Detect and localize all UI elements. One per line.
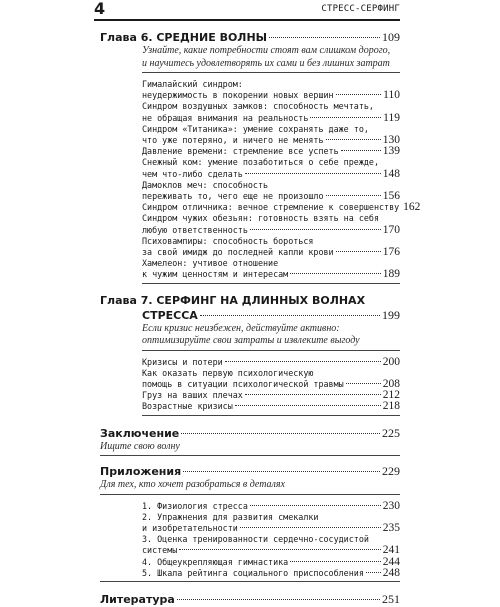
- leader-dots: [245, 394, 381, 395]
- leader-dots: [181, 433, 380, 434]
- toc-item-text: Давление времени: стремление все успеть: [142, 146, 339, 157]
- chapter-7-title-line-2: [100, 308, 400, 323]
- toc-item-last-line: [142, 379, 400, 390]
- toc-item-last-line: [142, 247, 400, 258]
- toc-item: [100, 368, 400, 390]
- toc-item: [100, 534, 400, 556]
- toc-item: [100, 213, 400, 235]
- toc-item-text: Психовампиры: способность бороться: [142, 235, 314, 246]
- appendix-page: 229: [382, 464, 400, 479]
- chapter-6-subtitle: [100, 45, 400, 70]
- toc-item-page: 176: [382, 246, 400, 259]
- toc-item-text: не обращая внимания на реальность: [142, 112, 309, 123]
- subtitle-line: оптимизируйте свои затраты и извлеките выгоду: [142, 335, 360, 347]
- toc-item-last-line: [142, 568, 400, 579]
- chapter-7-page: 199: [382, 307, 400, 322]
- toc-item-page: 162: [403, 201, 421, 214]
- toc-item-text: к чужим ценностям и интересам: [142, 269, 289, 280]
- toc-item-text: Синдром отличника: вечное стремление к совершенству: [142, 202, 400, 213]
- leader-dots: [326, 139, 381, 140]
- toc-item-last-line: [142, 545, 400, 556]
- chapter-6-heading: [100, 30, 400, 45]
- toc-item-page: 230: [382, 499, 400, 512]
- toc-item-text: Гималайский синдром:: [142, 79, 243, 89]
- chapter-6-items: [100, 79, 421, 281]
- toc-item-page: 119: [383, 111, 400, 124]
- leader-dots: [326, 195, 381, 196]
- leader-dots: [269, 37, 380, 38]
- toc-item-text: Возрастные кризисы: [142, 401, 233, 412]
- leader-dots: [290, 273, 381, 274]
- toc-item-text: Груз на ваших плечах: [142, 390, 243, 401]
- toc-item-page: 241: [382, 544, 400, 557]
- toc-item-last-line: [142, 401, 400, 412]
- toc-item-page: 200: [382, 355, 400, 368]
- leader-dots: [245, 173, 381, 174]
- chapter-7-title-cont: СТРЕССА: [142, 308, 198, 322]
- toc-item-text: 5. Шкала рейтинга социального приспособления: [142, 567, 364, 578]
- toc-item-text: системы: [142, 545, 178, 556]
- appendix-items: [100, 501, 400, 579]
- toc-item: [100, 258, 400, 280]
- leader-dots: [240, 527, 381, 528]
- leader-dots: [200, 315, 380, 316]
- divider: [142, 72, 400, 73]
- literature-page: 251: [382, 592, 400, 607]
- toc-item-page: 235: [382, 522, 400, 535]
- toc-item-text: 3. Оценка тренированности сердечно-сосудистой: [142, 534, 369, 545]
- chapter-6-page: 109: [382, 30, 400, 44]
- toc-item-last-line: [142, 501, 400, 512]
- toc-item-page: 248: [382, 566, 400, 579]
- toc-item: [100, 157, 400, 179]
- page-number: 4: [94, 0, 106, 18]
- toc-item-text: за свой имидж до последней капли крови: [142, 247, 334, 258]
- divider: [100, 581, 400, 582]
- toc-item: [100, 180, 400, 202]
- chapter-7-subtitle: [100, 323, 400, 348]
- toc-item-text: 1. Физиология стресса: [142, 500, 248, 511]
- toc-item: [100, 390, 400, 401]
- literature-title: Литература: [100, 593, 175, 607]
- appendix-subtitle: Для тех, кто хочет разобраться в деталях: [100, 479, 285, 491]
- toc-item-text: Снежный ком: умение позаботиться о себе прежде,: [142, 157, 379, 168]
- subtitle-line: Узнайте, какие потребности стоят вам слишком дорого,: [142, 45, 391, 56]
- toc-item-last-line: [142, 225, 400, 236]
- appendix-heading: [100, 464, 400, 479]
- toc-item-page: 156: [382, 190, 400, 203]
- toc-item-text: помощь в ситуации психологической травмы: [142, 379, 344, 390]
- leader-dots: [250, 505, 381, 506]
- chapter-7-title: Глава 7. СЕРФИНГ НА ДЛИННЫХ ВОЛНАХ: [100, 293, 366, 307]
- toc-item-text: Дамоклов меч: способность: [142, 179, 269, 190]
- toc-item-last-line: [142, 557, 400, 568]
- toc-item-page: 208: [382, 378, 400, 391]
- toc-item-text: любую ответственность: [142, 224, 248, 235]
- toc-item-text: Как оказать первую психологическую: [142, 367, 314, 378]
- subtitle-line: Если кризис неизбежен, действуйте активно:: [142, 322, 340, 334]
- toc-item-page: 189: [382, 268, 400, 281]
- chapter-7-heading: [100, 294, 400, 323]
- divider: [100, 455, 400, 456]
- leader-dots: [366, 572, 381, 573]
- table-of-contents: [100, 22, 421, 607]
- leader-dots: [179, 549, 380, 550]
- toc-item: [100, 146, 400, 157]
- leader-dots: [336, 94, 382, 95]
- toc-item-last-line: [142, 523, 400, 534]
- toc-item-text: что уже потеряно, и ничего не менять: [142, 135, 324, 146]
- toc-item-page: 170: [382, 223, 400, 236]
- toc-item-page: 130: [382, 134, 400, 147]
- toc-item-text: Хамелеон: учтивое отношение: [142, 258, 279, 269]
- toc-item-last-line: [142, 357, 400, 368]
- toc-item-last-line: [142, 113, 400, 124]
- leader-dots: [235, 405, 381, 406]
- toc-item-last-line: [142, 146, 400, 157]
- toc-item: [100, 557, 400, 568]
- header-rule: [94, 19, 400, 21]
- divider: [100, 494, 400, 495]
- toc-item-text: 4. Общеукрепляющая гимнастика: [142, 556, 289, 567]
- conclusion-title: Заключение: [100, 426, 180, 440]
- appendix-title: Приложения: [100, 465, 182, 479]
- toc-item: [100, 201, 421, 214]
- toc-item-text: Синдром чужих обезьян: готовность взять на себя: [142, 213, 379, 224]
- conclusion-page: 225: [382, 425, 400, 440]
- literature-heading: [100, 592, 400, 607]
- page-header: [94, 0, 400, 20]
- toc-item-last-line: [142, 390, 400, 401]
- toc-item: [100, 79, 400, 101]
- toc-item: [100, 501, 400, 512]
- toc-item-last-line: [142, 191, 400, 202]
- leader-dots: [341, 150, 381, 151]
- leader-dots: [250, 229, 381, 230]
- leader-dots: [177, 599, 380, 600]
- running-title: СТРЕСС-СЕРФИНГ: [321, 4, 400, 14]
- toc-item-text: Синдром воздушных замков: способность мечтать,: [142, 101, 374, 112]
- conclusion-heading: [100, 426, 400, 441]
- toc-item-text: Кризисы и потери: [142, 356, 223, 367]
- toc-item-last-line: [142, 135, 400, 146]
- toc-item: [100, 568, 400, 579]
- leader-dots: [346, 383, 381, 384]
- toc-item-last-line: [142, 169, 400, 180]
- divider: [142, 415, 400, 416]
- toc-item-text: 2. Упражнения для развития смекалки: [142, 511, 319, 522]
- leader-dots: [183, 471, 380, 472]
- toc-item-text: чем что-либо сделать: [142, 168, 243, 179]
- subtitle-line: и научитесь удовлетворять их сами и без лишних затрат: [142, 57, 390, 69]
- toc-item: [100, 512, 400, 534]
- toc-item-page: 110: [383, 89, 400, 102]
- divider: [142, 350, 400, 351]
- leader-dots: [290, 561, 381, 562]
- toc-item-last-line: [142, 201, 421, 214]
- conclusion-subtitle: Ищите свою волну: [100, 440, 180, 452]
- divider: [142, 283, 400, 284]
- toc-item-text: и изобретательности: [142, 523, 238, 534]
- toc-item-page: 148: [382, 167, 400, 180]
- toc-item-page: 244: [382, 555, 400, 568]
- chapter-7-items: [100, 357, 400, 413]
- toc-item-text: переживать то, чего еще не произошло: [142, 191, 324, 202]
- toc-item: [100, 124, 400, 146]
- toc-item: [100, 101, 400, 123]
- toc-item-page: 218: [382, 400, 400, 413]
- leader-dots: [225, 361, 381, 362]
- toc-item-text: неудержимость в покорении новых вершин: [142, 90, 334, 101]
- toc-item: [100, 236, 400, 258]
- toc-item: [100, 357, 400, 368]
- chapter-6-title: Глава 6. СРЕДНИЕ ВОЛНЫ: [100, 31, 268, 44]
- toc-item-text: Синдром «Титаника»: умение сохранять даже то,: [142, 123, 369, 134]
- toc-item-last-line: [142, 269, 400, 280]
- leader-dots: [336, 251, 381, 252]
- leader-dots: [310, 117, 381, 118]
- toc-item-page: 212: [382, 389, 400, 402]
- toc-item-last-line: [142, 90, 400, 101]
- toc-item: [100, 401, 400, 412]
- toc-item-page: 139: [382, 145, 400, 158]
